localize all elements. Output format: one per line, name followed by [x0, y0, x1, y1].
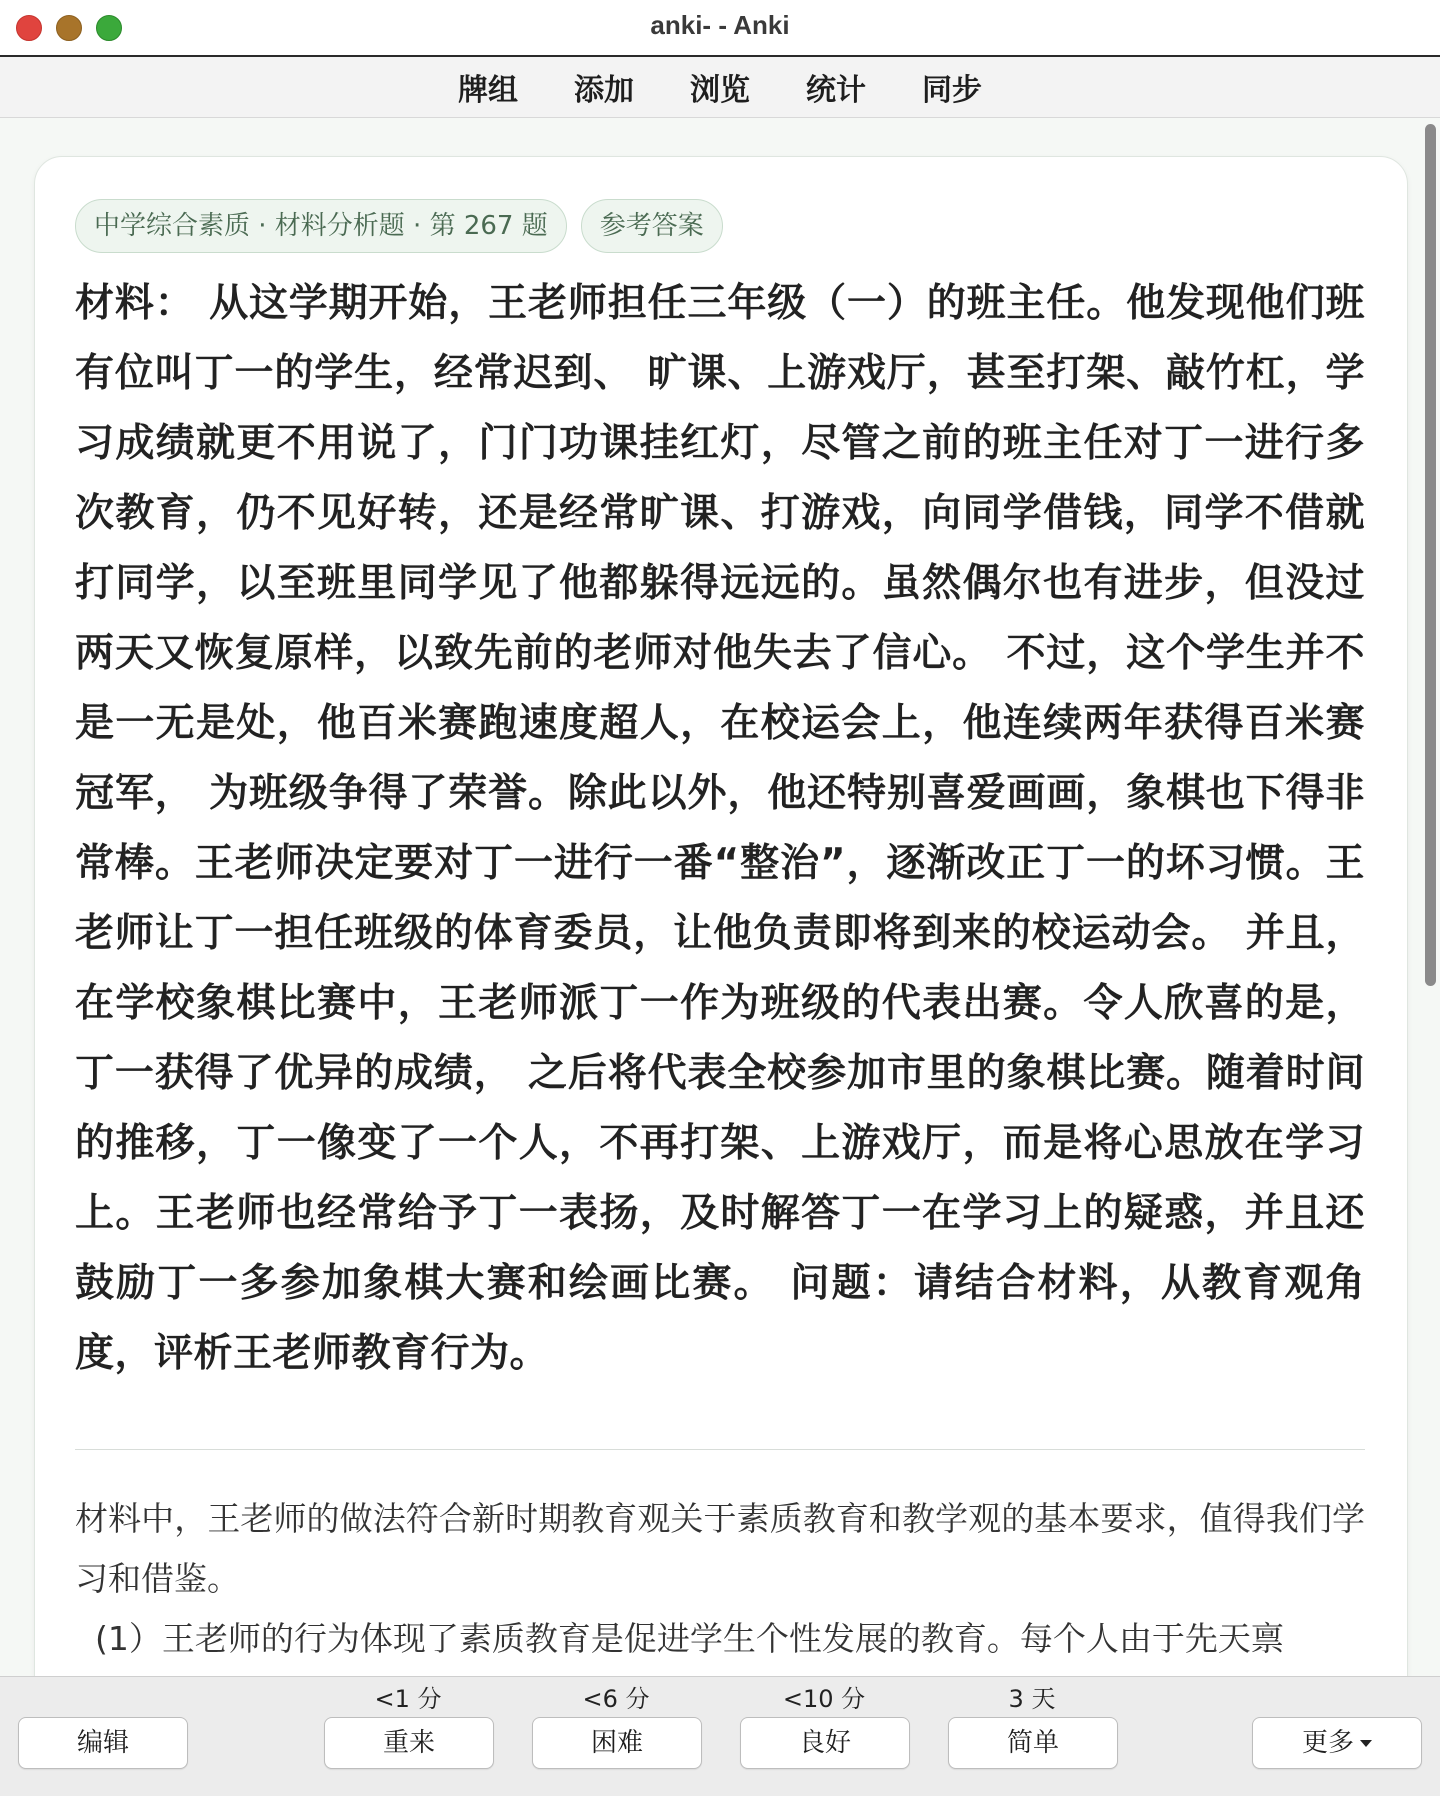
hard-button[interactable]: 困难 [532, 1717, 702, 1769]
good-button[interactable]: 良好 [740, 1717, 910, 1769]
window-title: anki- - Anki [650, 10, 790, 40]
review-bottom-bar [0, 1676, 1440, 1796]
chevron-down-icon [1360, 1740, 1372, 1747]
answer-divider [75, 1449, 1365, 1450]
easy-button[interactable]: 简单 [948, 1717, 1118, 1769]
toolbar-browse[interactable]: 浏览 [690, 73, 750, 108]
interval-hard: <6 分 [582, 1685, 650, 1713]
more-button[interactable] [1252, 1717, 1422, 1769]
tag-reference-answer: 参考答案 [581, 199, 723, 253]
scrollbar-thumb[interactable] [1425, 124, 1436, 986]
toolbar-sync[interactable]: 同步 [922, 73, 982, 108]
card-tags [75, 199, 723, 253]
toolbar-stats[interactable]: 统计 [806, 73, 866, 108]
title-bar [0, 0, 1440, 57]
main-toolbar [0, 57, 1440, 118]
card-answer [75, 1489, 1365, 1669]
review-card [34, 156, 1408, 1758]
again-button[interactable]: 重来 [324, 1717, 494, 1769]
tag-question-source: 中学综合素质 · 材料分析题 · 第 267 题 [75, 199, 567, 253]
toolbar-add[interactable]: 添加 [574, 73, 634, 108]
answer-point-1: (1）王老师的行为体现了素质教育是促进学生个性发展的教育。每个人由于先天禀 [95, 1619, 1284, 1658]
interval-again: <1 分 [374, 1685, 442, 1713]
card-question-text: 材料： 从这学期开始，王老师担任三年级（一）的班主任。他发现他们班有位叫丁一的学生，经常迟到、 旷课、上游戏厅，甚至打架、敲竹杠，学习成绩就更不用说了，门门功课挂红灯，尽管之前的班主任对丁一进行多次教育，仍不见好转，还是经常旷课、打游戏，向同学借钱，同学不借就打同学，以至班里同学见了他都躲得远远的。虽然偶尔也有进步，但没过两天又恢复原样，以致先前的老师对他失去了信心。 不过，这个学生并不是一无是处，他百米赛跑速度超人，在校运会上，他连续两年获得百米赛冠军， 为班级争得了荣誉。除此以外，他还特别喜爱画画，象棋也下得非常棒。王老师决定要对丁一进行一番“整治”，逐渐改正丁一的坏习惯。王老师让丁一担任班级的体育委员，让他负责即将到来的校运动会。 并且，在学校象棋比赛中，王老师派丁一作为班级的代表出赛。令人欣喜的是，丁一获得了优异的成绩， 之后将代表全校参加市里的象棋比赛。随着时间的推移，丁一像变了一个人，不再打架、上游戏厅，而是将心思放在学习上。王老师也经常给予丁一表扬，及时解答丁一在学习上的疑惑，并且还鼓励丁一多参加象棋大赛和绘画比赛。 问题：请结合材料，从教育观角度，评析王老师教育行为。 [75, 281, 1365, 1376]
interval-good: <10 分 [782, 1685, 866, 1713]
card-scrollbar[interactable] [1422, 120, 1438, 1670]
edit-button[interactable]: 编辑 [18, 1717, 188, 1769]
more-button-label: 更多 [1301, 1728, 1354, 1758]
answer-intro: 材料中，王老师的做法符合新时期教育观关于素质教育和教学观的基本要求，值得我们学习和借鉴。 [75, 1499, 1365, 1598]
interval-easy: 3 天 [1008, 1685, 1056, 1713]
toolbar-decks[interactable]: 牌组 [458, 73, 518, 108]
